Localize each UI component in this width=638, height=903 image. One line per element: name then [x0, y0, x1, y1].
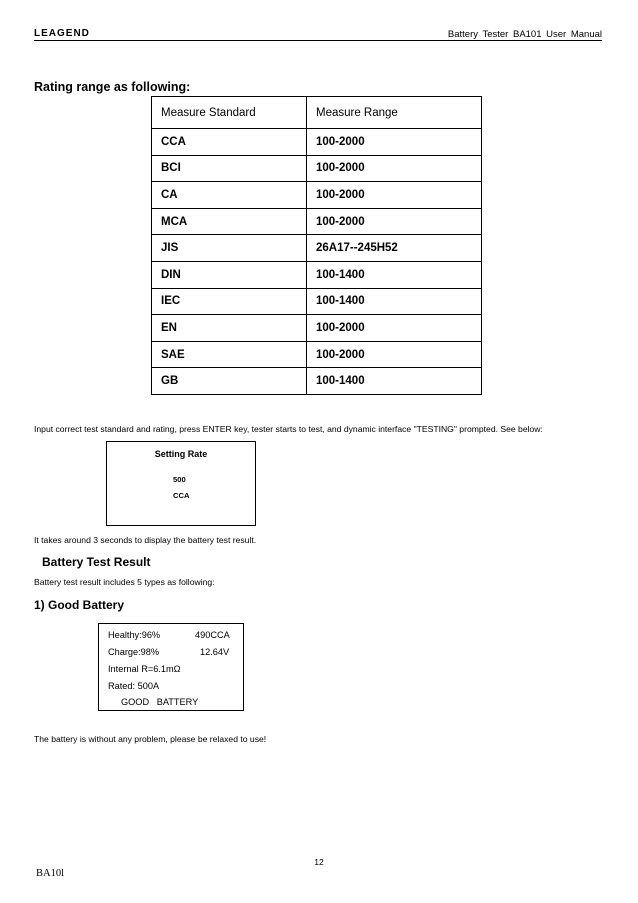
standard-cell: CA — [152, 182, 307, 209]
good-battery-note: The battery is without any problem, please be relaxed to use! — [34, 734, 267, 744]
charge-value: 12.64V — [200, 647, 230, 657]
header-divider — [34, 40, 602, 41]
range-cell: 100-2000 — [307, 341, 482, 368]
rated-current: Rated: 500A — [108, 681, 160, 691]
range-cell: 100-2000 — [307, 315, 482, 342]
range-cell: 100-1400 — [307, 261, 482, 288]
standard-cell: SAE — [152, 341, 307, 368]
table-row — [152, 155, 482, 182]
table-row — [152, 368, 482, 395]
standard-cell: GB — [152, 368, 307, 395]
good-battery-heading: 1) Good Battery — [34, 598, 125, 612]
table-row — [152, 261, 482, 288]
table-row — [152, 341, 482, 368]
setting-rate-value: 500 — [173, 475, 186, 484]
standard-cell: IEC — [152, 288, 307, 315]
range-cell: 100-2000 — [307, 155, 482, 182]
range-cell: 26A17--245H52 — [307, 235, 482, 262]
healthy-value: 490CCA — [195, 630, 230, 640]
charge-label: Charge:98% — [108, 647, 160, 657]
test-instruction-text: Input correct test standard and rating, press ENTER key, tester starts to test, and dynamic interface "TESTING" prompted. See below: — [34, 424, 543, 434]
table-row — [152, 208, 482, 235]
healthy-label: Healthy:96% — [108, 630, 161, 640]
column-header-standard: Measure Standard — [152, 97, 307, 129]
range-cell: 100-1400 — [307, 288, 482, 315]
footer-model: BA10l — [36, 868, 65, 879]
rating-range-table — [151, 96, 482, 395]
column-header-range: Measure Range — [307, 97, 482, 129]
wait-time-text: It takes around 3 seconds to display the battery test result. — [34, 535, 257, 545]
table-row — [152, 235, 482, 262]
internal-resistance: Internal R=6.1mΩ — [108, 664, 181, 674]
result-section-intro: Battery test result includes 5 types as following: — [34, 577, 215, 587]
table-row — [152, 129, 482, 156]
table-header-row — [152, 97, 482, 129]
header-title: Battery Tester BA101 User Manual — [447, 29, 602, 40]
battery-status: GOOD BATTERY — [121, 697, 199, 707]
standard-cell: EN — [152, 315, 307, 342]
range-cell: 100-2000 — [307, 208, 482, 235]
table-row — [152, 288, 482, 315]
result-section-title: Battery Test Result — [42, 555, 151, 569]
setting-rate-title: Setting Rate — [154, 449, 208, 459]
header-brand: LEAGEND — [34, 28, 90, 39]
page-number: 12 — [314, 857, 324, 867]
standard-cell: DIN — [152, 261, 307, 288]
table-row — [152, 315, 482, 342]
standard-cell: JIS — [152, 235, 307, 262]
range-cell: 100-2000 — [307, 129, 482, 156]
table-row — [152, 182, 482, 209]
setting-rate-standard: CCA — [173, 491, 190, 500]
range-cell: 100-1400 — [307, 368, 482, 395]
range-cell: 100-2000 — [307, 182, 482, 209]
standard-cell: CCA — [152, 129, 307, 156]
setting-rate-screen — [106, 441, 256, 526]
standard-cell: BCI — [152, 155, 307, 182]
standard-cell: MCA — [152, 208, 307, 235]
rating-section-title: Rating range as following: — [34, 80, 191, 94]
good-battery-screen — [98, 623, 244, 711]
